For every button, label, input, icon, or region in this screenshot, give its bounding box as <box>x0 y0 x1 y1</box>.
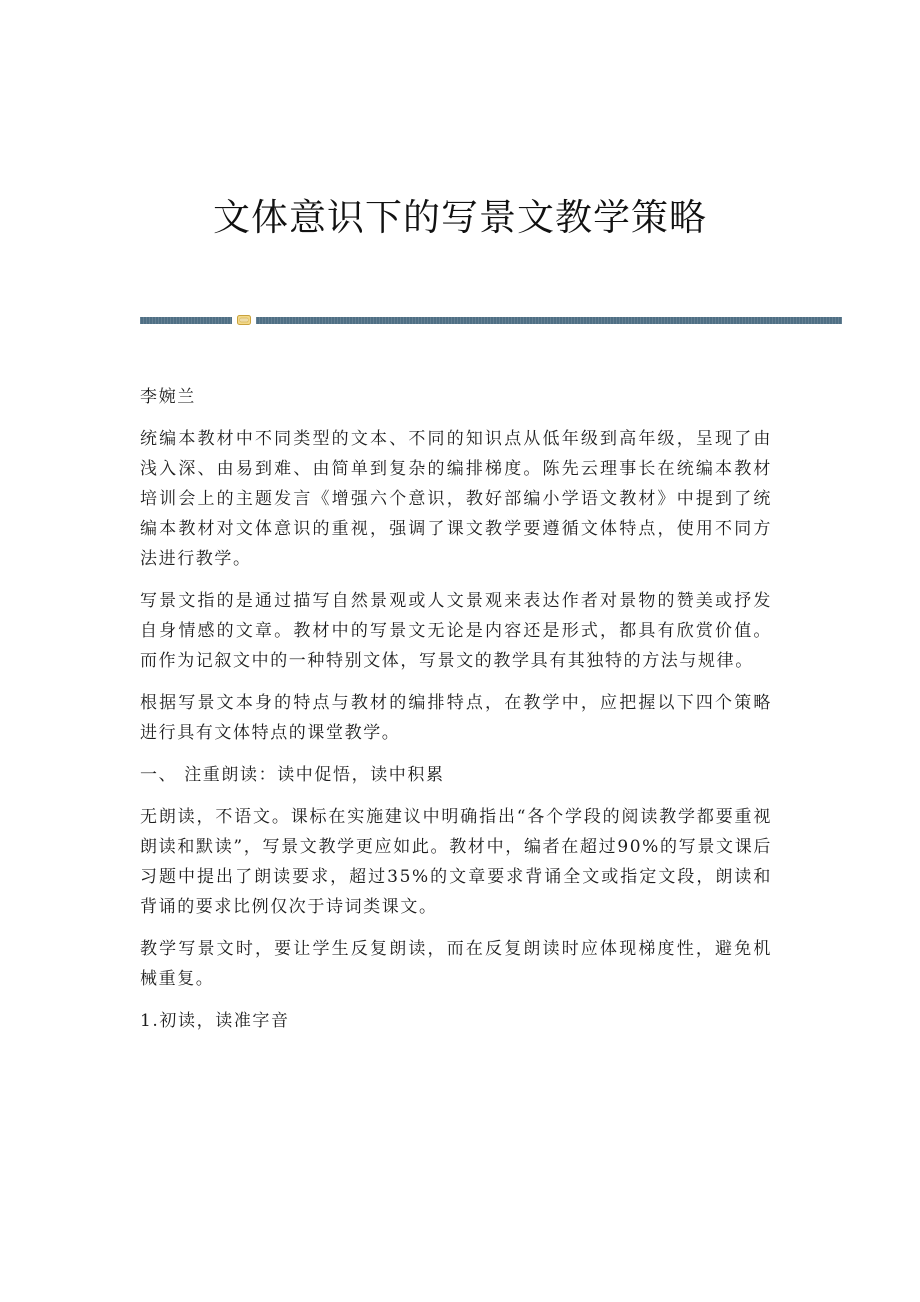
section-heading-1: 一、 注重朗读：读中促悟，读中积累 <box>140 765 445 785</box>
paragraph-strategy-overview: 根据写景文本身的特点与教材的编排特点，在教学中，应把握以下四个策略进行具有文体特点的课堂教学。 <box>140 693 772 743</box>
divider-ornament-icon <box>237 314 251 326</box>
title-divider <box>140 314 842 326</box>
paragraph-definition: 写景文指的是通过描写自然景观或人文景观来表达作者对景物的赞美或抒发自身情感的文章。教材中的写景文无论是内容还是形式，都具有欣赏价值。而作为记叙文中的一种特别文体，写景文的教学具有其独特的方法与规律。 <box>140 591 772 671</box>
author-name: 李婉兰 <box>140 387 196 407</box>
article-body <box>140 382 772 1048</box>
subsection-heading-1-1: 1.初读，读准字音 <box>140 1011 290 1031</box>
paragraph-reading-aloud: 无朗读，不语文。课标在实施建议中明确指出“各个学段的阅读教学都要重视朗读和默读”，写景文教学更应如此。教材中，编者在超过90%的写景文课后习题中提出了朗读要求，超过35%的文章要求背诵全文或指定文段，朗读和背诵的要求比例仅次于诗词类课文。 <box>140 807 772 917</box>
paragraph-repeated-reading: 教学写景文时，要让学生反复朗读，而在反复朗读时应体现梯度性，避免机械重复。 <box>140 939 772 989</box>
divider-bar-left <box>140 317 232 324</box>
divider-bar-right <box>256 317 842 324</box>
document-title: 文体意识下的写景文教学策略 <box>213 196 707 239</box>
paragraph-intro: 统编本教材中不同类型的文本、不同的知识点从低年级到高年级，呈现了由浅入深、由易到难、由简单到复杂的编排梯度。陈先云理事长在统编本教材培训会上的主题发言《增强六个意识，教好部编小学语文教材》中提到了统编本教材对文体意识的重视，强调了课文教学要遵循文体特点，使用不同方法进行教学。 <box>140 429 772 569</box>
